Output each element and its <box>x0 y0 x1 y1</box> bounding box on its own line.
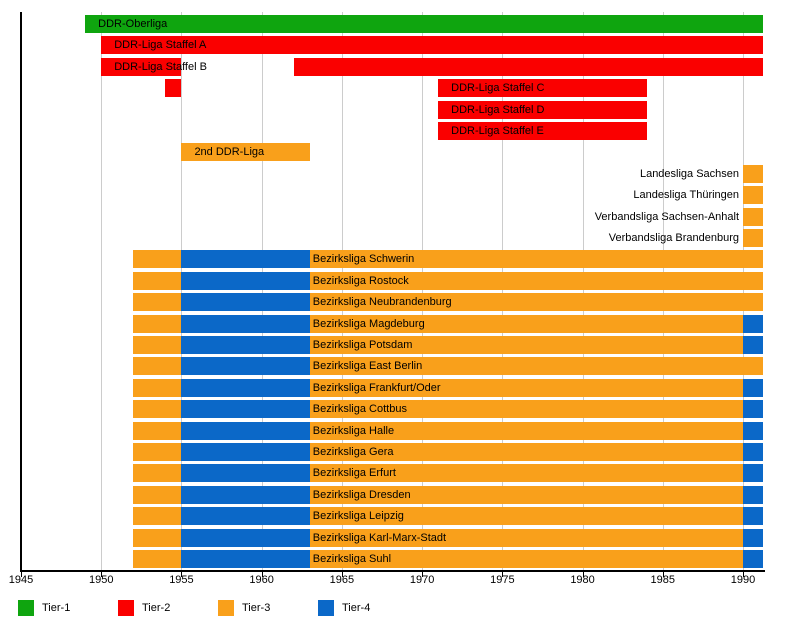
x-axis-line <box>20 570 765 572</box>
y-axis-line <box>20 12 22 570</box>
timeline-bar-segment <box>181 336 309 354</box>
row-label: Bezirksliga Erfurt <box>312 467 396 480</box>
row-label: 2nd DDR-Liga <box>194 146 265 159</box>
row-label: Bezirksliga Karl-Marx-Stadt <box>312 531 447 544</box>
legend-label-tier1: Tier-1 <box>42 602 71 614</box>
timeline-bar-segment <box>743 379 763 397</box>
row-label: Bezirksliga Magdeburg <box>312 317 425 330</box>
timeline-bar-segment <box>181 250 309 268</box>
timeline-bar-segment <box>133 336 181 354</box>
timeline-bar-segment <box>133 507 181 525</box>
timeline-bar-segment <box>743 422 763 440</box>
legend-swatch-tier4 <box>318 600 334 616</box>
row-label: DDR-Liga Staffel D <box>451 103 545 116</box>
x-axis-tick-label: 1960 <box>249 574 274 586</box>
row-label: Bezirksliga Cottbus <box>312 403 407 416</box>
timeline-bar-segment <box>181 443 309 461</box>
x-axis-tick-label: 1980 <box>570 574 595 586</box>
legend-swatch-tier3 <box>218 600 234 616</box>
row-label: Bezirksliga Gera <box>312 446 394 458</box>
legend-label-tier4: Tier-4 <box>342 602 371 614</box>
row-label: DDR-Oberliga <box>98 18 168 30</box>
timeline-bar-segment <box>743 443 763 461</box>
timeline-bar-segment <box>743 529 763 547</box>
row-label: DDR-Liga Staffel C <box>451 82 545 95</box>
timeline-bar-segment <box>743 208 763 226</box>
timeline-bar-segment <box>181 379 309 397</box>
x-axis-tick-label: 1955 <box>169 574 194 586</box>
timeline-bar-segment <box>133 293 181 311</box>
timeline-bar-segment <box>743 165 763 183</box>
timeline-bar-segment <box>165 79 181 97</box>
timeline-bar-segment <box>743 336 763 354</box>
row-label: DDR-Liga Staffel E <box>451 125 544 137</box>
x-axis-tick-label: 1950 <box>88 574 114 586</box>
timeline-bar-segment <box>743 315 763 333</box>
timeline-bar-segment <box>133 315 181 333</box>
row-label: Bezirksliga Frankfurt/Oder <box>312 381 441 394</box>
legend-label-tier3: Tier-3 <box>242 602 271 614</box>
row-label: DDR-Liga Staffel A <box>114 39 207 52</box>
timeline-bar-segment <box>743 400 763 418</box>
timeline-bar-segment <box>181 293 309 311</box>
timeline-bar-segment <box>133 400 181 418</box>
timeline-bar-segment <box>743 550 763 568</box>
timeline-bar-segment <box>181 550 309 568</box>
timeline-bar-segment <box>133 422 181 440</box>
timeline-bar-segment <box>743 507 763 525</box>
x-axis-tick-label: 1970 <box>409 574 435 586</box>
timeline-bar-segment <box>181 422 309 440</box>
row-label: Bezirksliga Neubrandenburg <box>312 296 452 309</box>
timeline-bar-segment <box>181 464 309 482</box>
row-label: Verbandsliga Sachsen-Anhalt <box>594 210 740 223</box>
timeline-bar-segment <box>133 379 181 397</box>
timeline-bar-segment <box>133 250 181 268</box>
timeline-bar-segment <box>85 15 763 33</box>
row-label: Bezirksliga Halle <box>312 424 395 437</box>
timeline-bar-segment <box>133 529 181 547</box>
legend-swatch-tier1 <box>18 600 34 616</box>
timeline-bar-segment <box>743 464 763 482</box>
timeline-bar-segment <box>133 443 181 461</box>
timeline-bar-segment <box>181 529 309 547</box>
timeline-bar-segment <box>181 357 309 375</box>
timeline-bar-segment <box>181 507 309 525</box>
row-label: Verbandsliga Brandenburg <box>608 232 740 244</box>
row-label: Bezirksliga East Berlin <box>312 360 423 373</box>
timeline-bar-segment <box>743 186 763 204</box>
row-label: Bezirksliga Schwerin <box>312 253 415 266</box>
timeline-bar-segment <box>133 272 181 290</box>
timeline-bar-segment <box>133 486 181 504</box>
row-label: Bezirksliga Potsdam <box>312 339 413 351</box>
x-axis-tick-label: 1965 <box>329 574 355 586</box>
timeline-bar-segment <box>133 464 181 482</box>
timeline-bar-segment <box>743 229 763 247</box>
x-axis-tick-label: 1945 <box>8 574 34 586</box>
row-label: Landesliga Thüringen <box>633 189 740 202</box>
x-axis-tick-label: 1985 <box>650 574 676 586</box>
row-label: Bezirksliga Dresden <box>312 488 411 501</box>
gridline-1950 <box>101 12 102 570</box>
row-label: DDR-Liga Staffel B <box>114 60 207 73</box>
timeline-bar-segment <box>133 550 181 568</box>
timeline-bar-segment <box>181 272 309 290</box>
timeline-bar-segment <box>133 357 181 375</box>
legend-label-tier2: Tier-2 <box>142 602 171 614</box>
row-label: Bezirksliga Leipzig <box>312 510 404 523</box>
row-label: Bezirksliga Suhl <box>312 553 392 565</box>
x-axis-tick-label: 1975 <box>490 574 515 586</box>
timeline-bar-segment <box>294 58 763 76</box>
row-label: Landesliga Sachsen <box>639 167 740 180</box>
x-axis-tick-label: 1990 <box>730 574 756 586</box>
legend-swatch-tier2 <box>118 600 134 616</box>
timeline-bar-segment <box>743 486 763 504</box>
timeline-bar-segment <box>181 486 309 504</box>
row-label: Bezirksliga Rostock <box>312 274 409 287</box>
timeline-bar-segment <box>181 315 309 333</box>
timeline-bar-segment <box>181 400 309 418</box>
